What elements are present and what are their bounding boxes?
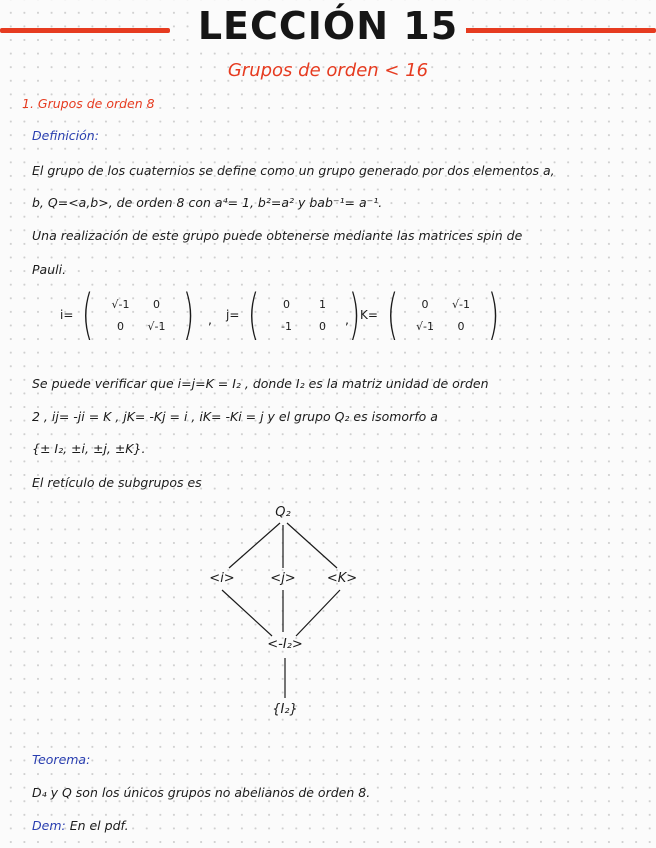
matrix-cell: 0	[421, 297, 429, 311]
matrix-i: i= ( √-1 0 0 √-1 )	[60, 283, 195, 346]
matrix-cell: 1	[318, 297, 326, 311]
paragraph-line: 2 , ij= -ji = K , jK= -Kj = i , iK= -Ki = j y el grupo Q₂ es isomorfo a	[32, 409, 438, 424]
paragraph-line: El retículo de subgrupos es	[32, 475, 202, 490]
paragraph-line: Una realización de este grupo puede obtenerse mediante las matrices spin de	[32, 228, 523, 243]
theorem-text: D₄ y Q son los únicos grupos no abelianos de orden 8.	[32, 785, 371, 800]
matrix-cell: 0	[152, 297, 160, 311]
lattice-edge	[296, 590, 340, 636]
lattice-edge	[229, 523, 280, 568]
lattice-node-minus-identity: <-I₂>	[267, 637, 303, 652]
matrix-cell: 0	[116, 319, 124, 333]
lattice-edge	[287, 523, 337, 568]
matrix-separator: ,	[345, 312, 349, 327]
lattice-node-j: <j>	[270, 571, 296, 586]
lattice-edge	[222, 590, 272, 636]
proof-heading: Dem:	[32, 818, 66, 833]
lattice-node-k: <K>	[326, 571, 358, 586]
matrix-cell: √-1	[416, 319, 434, 333]
matrix-k: K= ( 0 √-1 √-1 0 )	[360, 283, 500, 346]
lesson-title: LECCIÓN 15	[0, 4, 656, 48]
matrix-j: j= ( 0 1 -1 0 )	[226, 283, 361, 346]
paragraph-line: El grupo de los cuaternios se define como un grupo generado por dos elementos a,	[32, 163, 555, 178]
matrix-cell: 0	[318, 319, 326, 333]
theorem-heading: Teorema:	[32, 752, 91, 767]
proof-text: En el pdf.	[69, 818, 129, 833]
proof-line	[32, 818, 129, 833]
paragraph-line: Se puede verificar que i=j=K = I₂ , donde I₂ es la matriz unidad de orden	[32, 376, 489, 391]
matrix-cell: √-1	[452, 297, 470, 311]
matrix-cell: -1	[280, 319, 292, 333]
lattice-node-trivial: {I₂}	[272, 702, 298, 717]
paragraph-line: b, Q=<a,b>, de orden 8 con a⁴= 1, b²=a² y bab⁻¹= a⁻¹.	[32, 195, 383, 210]
lattice-node-top: Q₂	[275, 505, 291, 520]
matrix-cell: √-1	[147, 319, 166, 333]
matrix-cell: √-1	[111, 297, 130, 311]
paragraph-line: Pauli.	[32, 262, 67, 277]
matrix-i-label: i=	[60, 308, 74, 322]
definition-heading: Definición:	[32, 128, 99, 143]
matrix-cell: 0	[282, 297, 290, 311]
lattice-node-i: <i>	[209, 571, 235, 586]
matrix-separator: ,	[208, 312, 212, 327]
section-heading: 1. Grupos de orden 8	[22, 96, 155, 111]
matrix-k-label: K=	[360, 308, 378, 322]
paragraph-line: {± I₂, ±i, ±j, ±K}.	[32, 441, 146, 456]
matrix-j-label: j=	[226, 308, 240, 322]
lesson-subtitle: Grupos de orden < 16	[227, 60, 429, 81]
matrix-cell: 0	[457, 319, 465, 333]
